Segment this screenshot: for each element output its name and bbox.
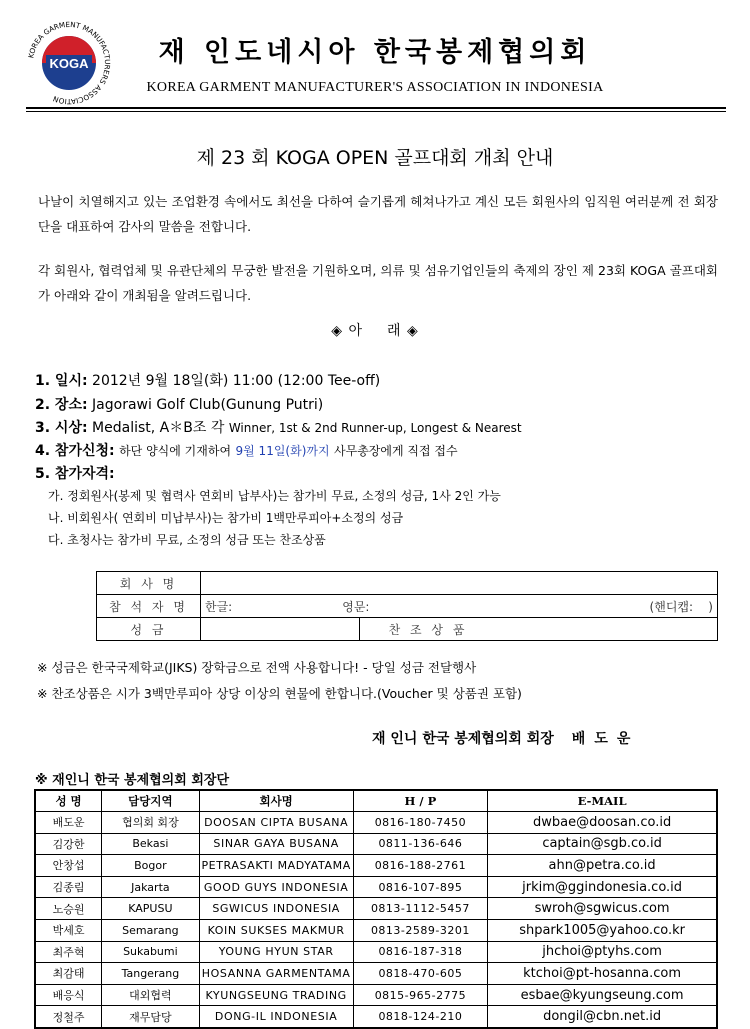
officer-phone: 0816-187-318 — [353, 941, 488, 963]
english-name-label: 영문: — [342, 599, 370, 614]
notice-right: 래 ◈ — [387, 323, 419, 339]
officer-name: 정철주 — [35, 1006, 102, 1028]
donation-label: 성 금 — [97, 618, 201, 641]
venue-value: Jagorawi Golf Club(Gunung Putri) — [92, 397, 324, 413]
apply-date: 9월 11일(화)까지 — [235, 444, 330, 458]
officers-table — [34, 789, 718, 1029]
header-rule-thin — [26, 111, 726, 112]
table-row — [35, 919, 717, 941]
officer-phone: 0816-188-2761 — [353, 855, 488, 877]
item-award — [35, 417, 522, 437]
table-row — [35, 876, 717, 898]
qual-nonmember: 나. 비회원사( 연회비 미납부사)는 참가비 1백만루피아+소정의 성금 — [48, 511, 404, 525]
date-label: 1. 일시: — [35, 373, 88, 389]
officer-region: 협의회 회장 — [102, 812, 200, 834]
table-row — [35, 898, 717, 920]
logo-text: KOGA — [49, 56, 89, 71]
officer-email[interactable]: jhchoi@ptyhs.com — [488, 941, 717, 963]
table-row — [35, 963, 717, 985]
koga-logo — [26, 20, 112, 106]
table-row — [35, 812, 717, 834]
date-value: 2012년 9월 18일(화) 11:00 (12:00 Tee-off) — [92, 373, 381, 389]
officer-region: Bekasi — [102, 833, 200, 855]
officer-email[interactable]: ktchoi@pt-hosanna.com — [488, 963, 717, 985]
qual-invited: 다. 초청사는 참가비 무료, 소정의 성금 또는 찬조상품 — [48, 533, 326, 547]
officer-name: 최감태 — [35, 963, 102, 985]
officer-phone: 0813-2589-3201 — [353, 919, 488, 941]
donation-field[interactable] — [201, 618, 360, 641]
officer-region: Tangerang — [102, 963, 200, 985]
officer-name: 김강한 — [35, 833, 102, 855]
org-name-en: KOREA GARMENT MANUFACTURER'S ASSOCIATION IN INDONESIA — [146, 80, 604, 95]
officer-phone: 0818-124-210 — [353, 1006, 488, 1028]
table-row — [35, 855, 717, 877]
officer-company: SGWICUS INDONESIA — [199, 898, 353, 920]
officer-email[interactable]: dwbae@doosan.co.id — [488, 812, 717, 834]
officer-email[interactable]: swroh@sgwicus.com — [488, 898, 717, 920]
logo-ring-text: KOREA GARMENT MANUFACTURERS ASSOCIATION — [26, 20, 112, 106]
donation-note: ※ 성금은 한국국제학교(JIKS) 장학금으로 전액 사용합니다! - 당일 성금 전달행사 — [37, 660, 477, 675]
table-row — [35, 941, 717, 963]
officer-email[interactable]: captain@sgb.co.id — [488, 833, 717, 855]
award-label: 3. 시상: — [35, 420, 88, 436]
officer-phone: 0816-180-7450 — [353, 812, 488, 834]
officer-company: HOSANNA GARMENTAMA — [199, 963, 353, 985]
signature — [372, 728, 639, 748]
officer-name: 배응식 — [35, 984, 102, 1006]
apply-label: 4. 참가신청: — [35, 443, 115, 459]
notice-heading — [0, 320, 750, 340]
item-date — [35, 370, 380, 390]
officer-email[interactable]: esbae@kyungseung.com — [488, 984, 717, 1006]
announcement-paragraph: 각 회원사, 협력업체 및 유관단체의 무궁한 발전을 기원하오며, 의류 및 섬유기업인들의 축제의 장인 제 23회 KOGA 골프대회가 아래와 같이 개최됨을 알려드립니다. — [38, 263, 718, 303]
award-detail: Winner, 1st & 2nd Runner-up, Longest & Nearest — [228, 421, 522, 435]
officer-name: 안창섭 — [35, 855, 102, 877]
org-name-kr: 재 인도네시아 한국봉제협의회 — [158, 37, 592, 68]
officer-company: YOUNG HYUN STAR — [199, 941, 353, 963]
award-main: Medalist, A＊B조 각 — [92, 420, 225, 436]
officers-title: ※ 재인니 한국 봉제협의회 회장단 — [35, 773, 229, 788]
officer-region: Jakarta — [102, 876, 200, 898]
attendee-label: 참 석 자 명 — [97, 595, 201, 618]
officer-region: Sukabumi — [102, 941, 200, 963]
item-venue — [35, 394, 323, 414]
document-title: 제 23 회 KOGA OPEN 골프대회 개최 안내 — [196, 147, 554, 169]
officer-name: 최주혁 — [35, 941, 102, 963]
officer-company: PETRASAKTI MADYATAMA — [199, 855, 353, 877]
signature-name: 배도운 — [571, 731, 640, 747]
registration-form — [96, 571, 718, 641]
officer-region: 재무담당 — [102, 1006, 200, 1028]
sponsor-note: ※ 찬조상품은 시가 3백만루피아 상당 이상의 현물에 한합니다.(Voucher 및 상품권 포함) — [37, 686, 522, 701]
officer-name: 배도운 — [35, 812, 102, 834]
header-phone: H / P — [353, 790, 488, 812]
header-email: E-MAIL — [488, 790, 717, 812]
item-qualification — [35, 463, 115, 483]
company-label: 회 사 명 — [97, 572, 201, 595]
signature-title: 재 인니 한국 봉제협의회 회장 — [372, 731, 554, 747]
item-apply — [35, 440, 458, 460]
header-company: 회사명 — [199, 790, 353, 812]
qual-label: 5. 참가자격: — [35, 466, 115, 482]
officer-email[interactable]: dongil@cbn.net.id — [488, 1006, 717, 1028]
officer-region: 대외협력 — [102, 984, 200, 1006]
apply-pre: 하단 양식에 기재하여 — [119, 444, 232, 458]
officer-phone: 0815-965-2775 — [353, 984, 488, 1006]
officer-region: Bogor — [102, 855, 200, 877]
handicap-label: (핸디캡: ) — [649, 599, 713, 614]
qual-member: 가. 정회원사(봉제 및 협력사 연회비 납부사)는 참가비 무료, 소정의 성금, 1사 2인 가능 — [48, 489, 501, 503]
header-rule — [26, 107, 726, 109]
officer-company: GOOD GUYS INDONESIA — [199, 876, 353, 898]
officer-phone: 0813-1112-5457 — [353, 898, 488, 920]
officer-name: 김종림 — [35, 876, 102, 898]
officer-region: KAPUSU — [102, 898, 200, 920]
sponsor-label: 찬 조 상 품 — [388, 622, 468, 637]
table-row — [35, 984, 717, 1006]
officer-email[interactable]: ahn@petra.co.id — [488, 855, 717, 877]
table-row — [35, 1006, 717, 1028]
officer-company: KOIN SUKSES MAKMUR — [199, 919, 353, 941]
officer-region: Semarang — [102, 919, 200, 941]
officer-email[interactable]: shpark1005@yahoo.co.kr — [488, 919, 717, 941]
table-row — [35, 833, 717, 855]
officer-phone: 0816-107-895 — [353, 876, 488, 898]
attendee-field[interactable] — [201, 595, 718, 618]
officer-company: DONG-IL INDONESIA — [199, 1006, 353, 1028]
officer-company: KYUNGSEUNG TRADING — [199, 984, 353, 1006]
greeting-paragraph: 나날이 치열해지고 있는 조업환경 속에서도 최선을 다하여 슬기롭게 헤쳐나가고 계신 모든 회원사의 임직원 여러분께 전 회장단을 대표하여 감사의 말씀을 전합니다. — [38, 194, 718, 234]
korean-name-label: 한글: — [205, 599, 233, 614]
officer-company: SINAR GAYA BUSANA — [199, 833, 353, 855]
officers-header-row — [35, 790, 717, 812]
header-name: 성 명 — [35, 790, 102, 812]
notice-left: ◈ 아 — [331, 323, 363, 339]
header-region: 담당지역 — [102, 790, 200, 812]
sponsor-cell[interactable] — [360, 618, 718, 641]
venue-label: 2. 장소: — [35, 397, 88, 413]
officer-name: 노승원 — [35, 898, 102, 920]
officer-phone: 0811-136-646 — [353, 833, 488, 855]
apply-post: 사무총장에게 직접 접수 — [334, 444, 458, 458]
officer-email[interactable]: jrkim@ggindonesia.co.id — [488, 876, 717, 898]
officer-company: DOOSAN CIPTA BUSANA — [199, 812, 353, 834]
officer-phone: 0818-470-605 — [353, 963, 488, 985]
company-field[interactable] — [201, 572, 718, 595]
officer-name: 박세호 — [35, 919, 102, 941]
